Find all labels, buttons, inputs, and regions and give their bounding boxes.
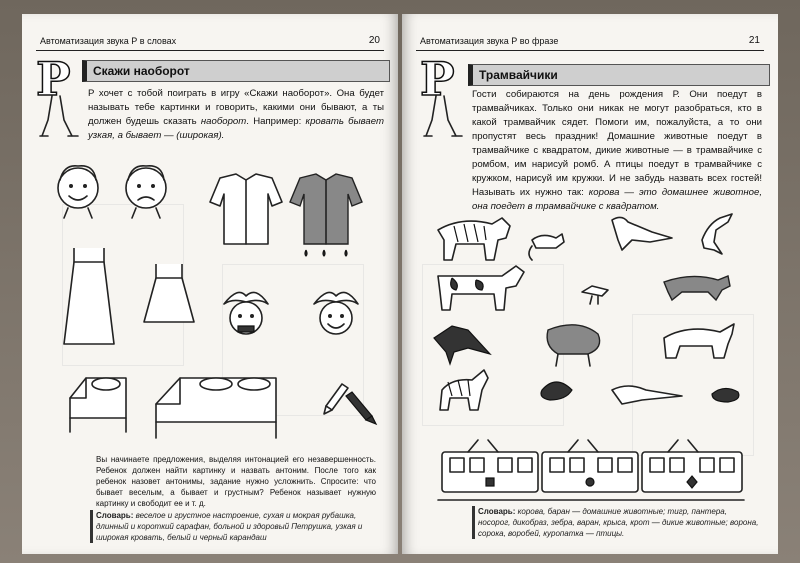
right-header-title: Автоматизация звука Р во фразе <box>420 36 559 46</box>
right-section-title: Трамвайчики <box>468 64 770 86</box>
right-page <box>402 14 778 554</box>
white-black-pencil-icon <box>322 380 382 430</box>
dry-wet-shirts-icon <box>206 174 366 254</box>
right-letter-mascot: Р <box>420 52 455 106</box>
right-intro-text: Гости собираются на день рождения Р. Они поедут в трамвайчиках. Только они никак не могут разобраться, кто в какой трамвайчик сядет. Помоги им, пожалуйста, а то они пропустят весь праздник! Домашние животные поедут в трамвайчике с квадратом, дикие животные — в трамвайчике с ромбом, им нарисуй ромб. А птицы поедут в трамвайчике с кружком, нарисуй им кружки. И не забудь назвать всех гостей! Называть их нужно так: корова — это домашнее животное, она поедет в трамвайчике с квадратом. <box>472 89 762 212</box>
left-vocabulary <box>96 510 378 543</box>
right-vocabulary <box>478 506 760 539</box>
left-vocabulary-text: веселое и грустное настроение, сухая и мокрая рубашка, длинный и короткий сарафан, больной и здоровый Петрушка, узкая и широкая кровать, белый и черный карандаш <box>96 511 363 542</box>
right-page-number: 21 <box>748 35 760 46</box>
left-section-title: Скажи наоборот <box>82 60 390 82</box>
left-intro-text: Р хочет с тобой поиграть в игру «Скажи наоборот». Она будет называть тебе картинки и говорить, какими они бывают, а ты должен будешь сказать наоборот. Например: кровать бывает узкая, а бывает — (широкая). <box>88 88 384 141</box>
right-vocabulary-text: корова, баран — домашние животные; тигр, пантера, носорог, дикобраз, зебра, варан, крыса, крот — дикие животные; ворона, сорока, воробей, куропатка — птицы. <box>478 507 759 538</box>
left-vocabulary-label: Словарь: <box>96 511 134 520</box>
three-trams-icon <box>438 438 748 502</box>
left-page <box>22 14 398 554</box>
left-note-text: Вы начинаете предложения, выделяя интонацией его незавершенность. Ребенок должен найти картинку и назвать антоним. После того как ребенок назовет антонимы, задание нужно усложнить. Спросите: что бывает веселым, а бывает и грустным? Ребенок называет нужную картинку и свободит ее и т. д. <box>96 455 376 508</box>
right-vocabulary-label: Словарь: <box>478 507 516 516</box>
happy-sad-faces-icon <box>54 160 194 220</box>
left-letter-mascot: Р <box>36 52 71 106</box>
sick-healthy-jester-icon <box>218 286 378 346</box>
left-header-title: Автоматизация звука Р в словах <box>40 36 177 46</box>
long-short-sundress-icon <box>56 244 206 354</box>
right-page-header <box>416 34 764 51</box>
letter-mascot-legs-icon <box>40 96 80 140</box>
narrow-wide-bed-icon <box>66 368 306 448</box>
letter-mascot-legs-icon <box>424 96 464 140</box>
animals-row-4-icon <box>432 370 762 440</box>
left-page-header <box>36 34 384 51</box>
left-page-number: 20 <box>368 35 380 46</box>
animals-row-2-icon <box>432 260 762 320</box>
